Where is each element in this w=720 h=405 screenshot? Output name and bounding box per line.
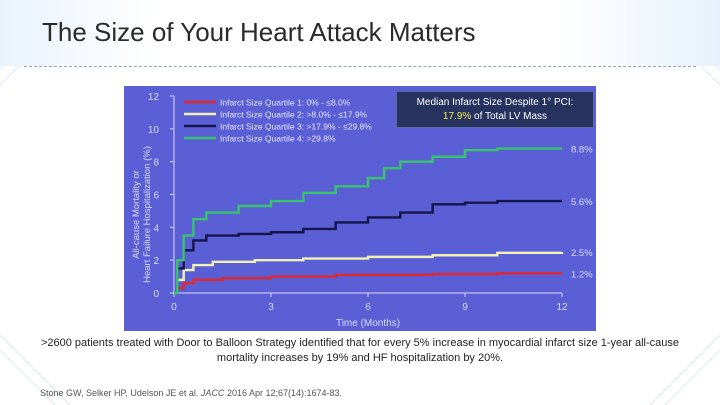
x-tick-label: 6 [365,302,371,313]
y-tick-label: 4 [153,223,159,235]
y-axis-label: Heart Failure Hospitalization (%) [142,146,153,283]
citation-journal: JACC [200,388,225,398]
study-footnote: >2600 patients treated with Door to Balloon Strategy identified that for every 5% increase in myocardial infarct size 1-year all-cause mortality increases by 19% and HF hospitalization by 20%. [40,337,680,364]
header-divider [24,66,696,67]
median-infarct-callout [396,91,594,128]
legend-label-q1: Infarct Size Quartile 1: 0% - ≤8.0% [220,97,351,108]
legend-label-q3: Infarct Size Quartile 3: >17.9% - ≤29.8% [220,121,372,132]
citation-authors: Stone GW, Selker HP, Udelson JE et al. [40,388,201,398]
citation [40,388,342,398]
x-tick-label: 3 [268,302,274,313]
slide-title: The Size of Your Heart Attack Matters [42,17,476,47]
y-tick-label: 6 [153,190,159,202]
x-tick-label: 0 [171,302,177,313]
x-axis-label: Time (Months) [335,318,401,329]
callout-line-1: Median Infarct Size Despite 1° PCI: [416,97,574,108]
x-tick-label: 9 [462,302,468,313]
series-end-label-q2: 2.5% [571,247,593,259]
x-tick-label: 12 [556,302,568,313]
legend-label-q2: Infarct Size Quartile 2: >8.0% - ≤17.9% [220,109,368,120]
y-tick-label: 10 [147,124,159,136]
series-end-label-q4: 8.8% [571,144,593,156]
callout-value: 17.9% [442,111,472,122]
callout-line-2 [397,110,593,124]
legend-label-q4: Infarct Size Quartile 4: >29.8% [220,133,336,144]
y-tick-label: 2 [153,256,159,268]
series-end-label-q1: 1.2% [571,269,593,281]
y-tick-label: 0 [153,289,159,300]
y-tick-label: 12 [147,92,159,103]
series-end-label-q3: 5.6% [571,197,593,209]
y-axis-label: All-cause Mortality or [131,170,142,259]
y-tick-label: 8 [153,157,159,169]
citation-details: 2016 Apr 12;67(14):1674-83. [224,388,343,398]
callout-rest: of Total LV Mass [471,111,548,122]
